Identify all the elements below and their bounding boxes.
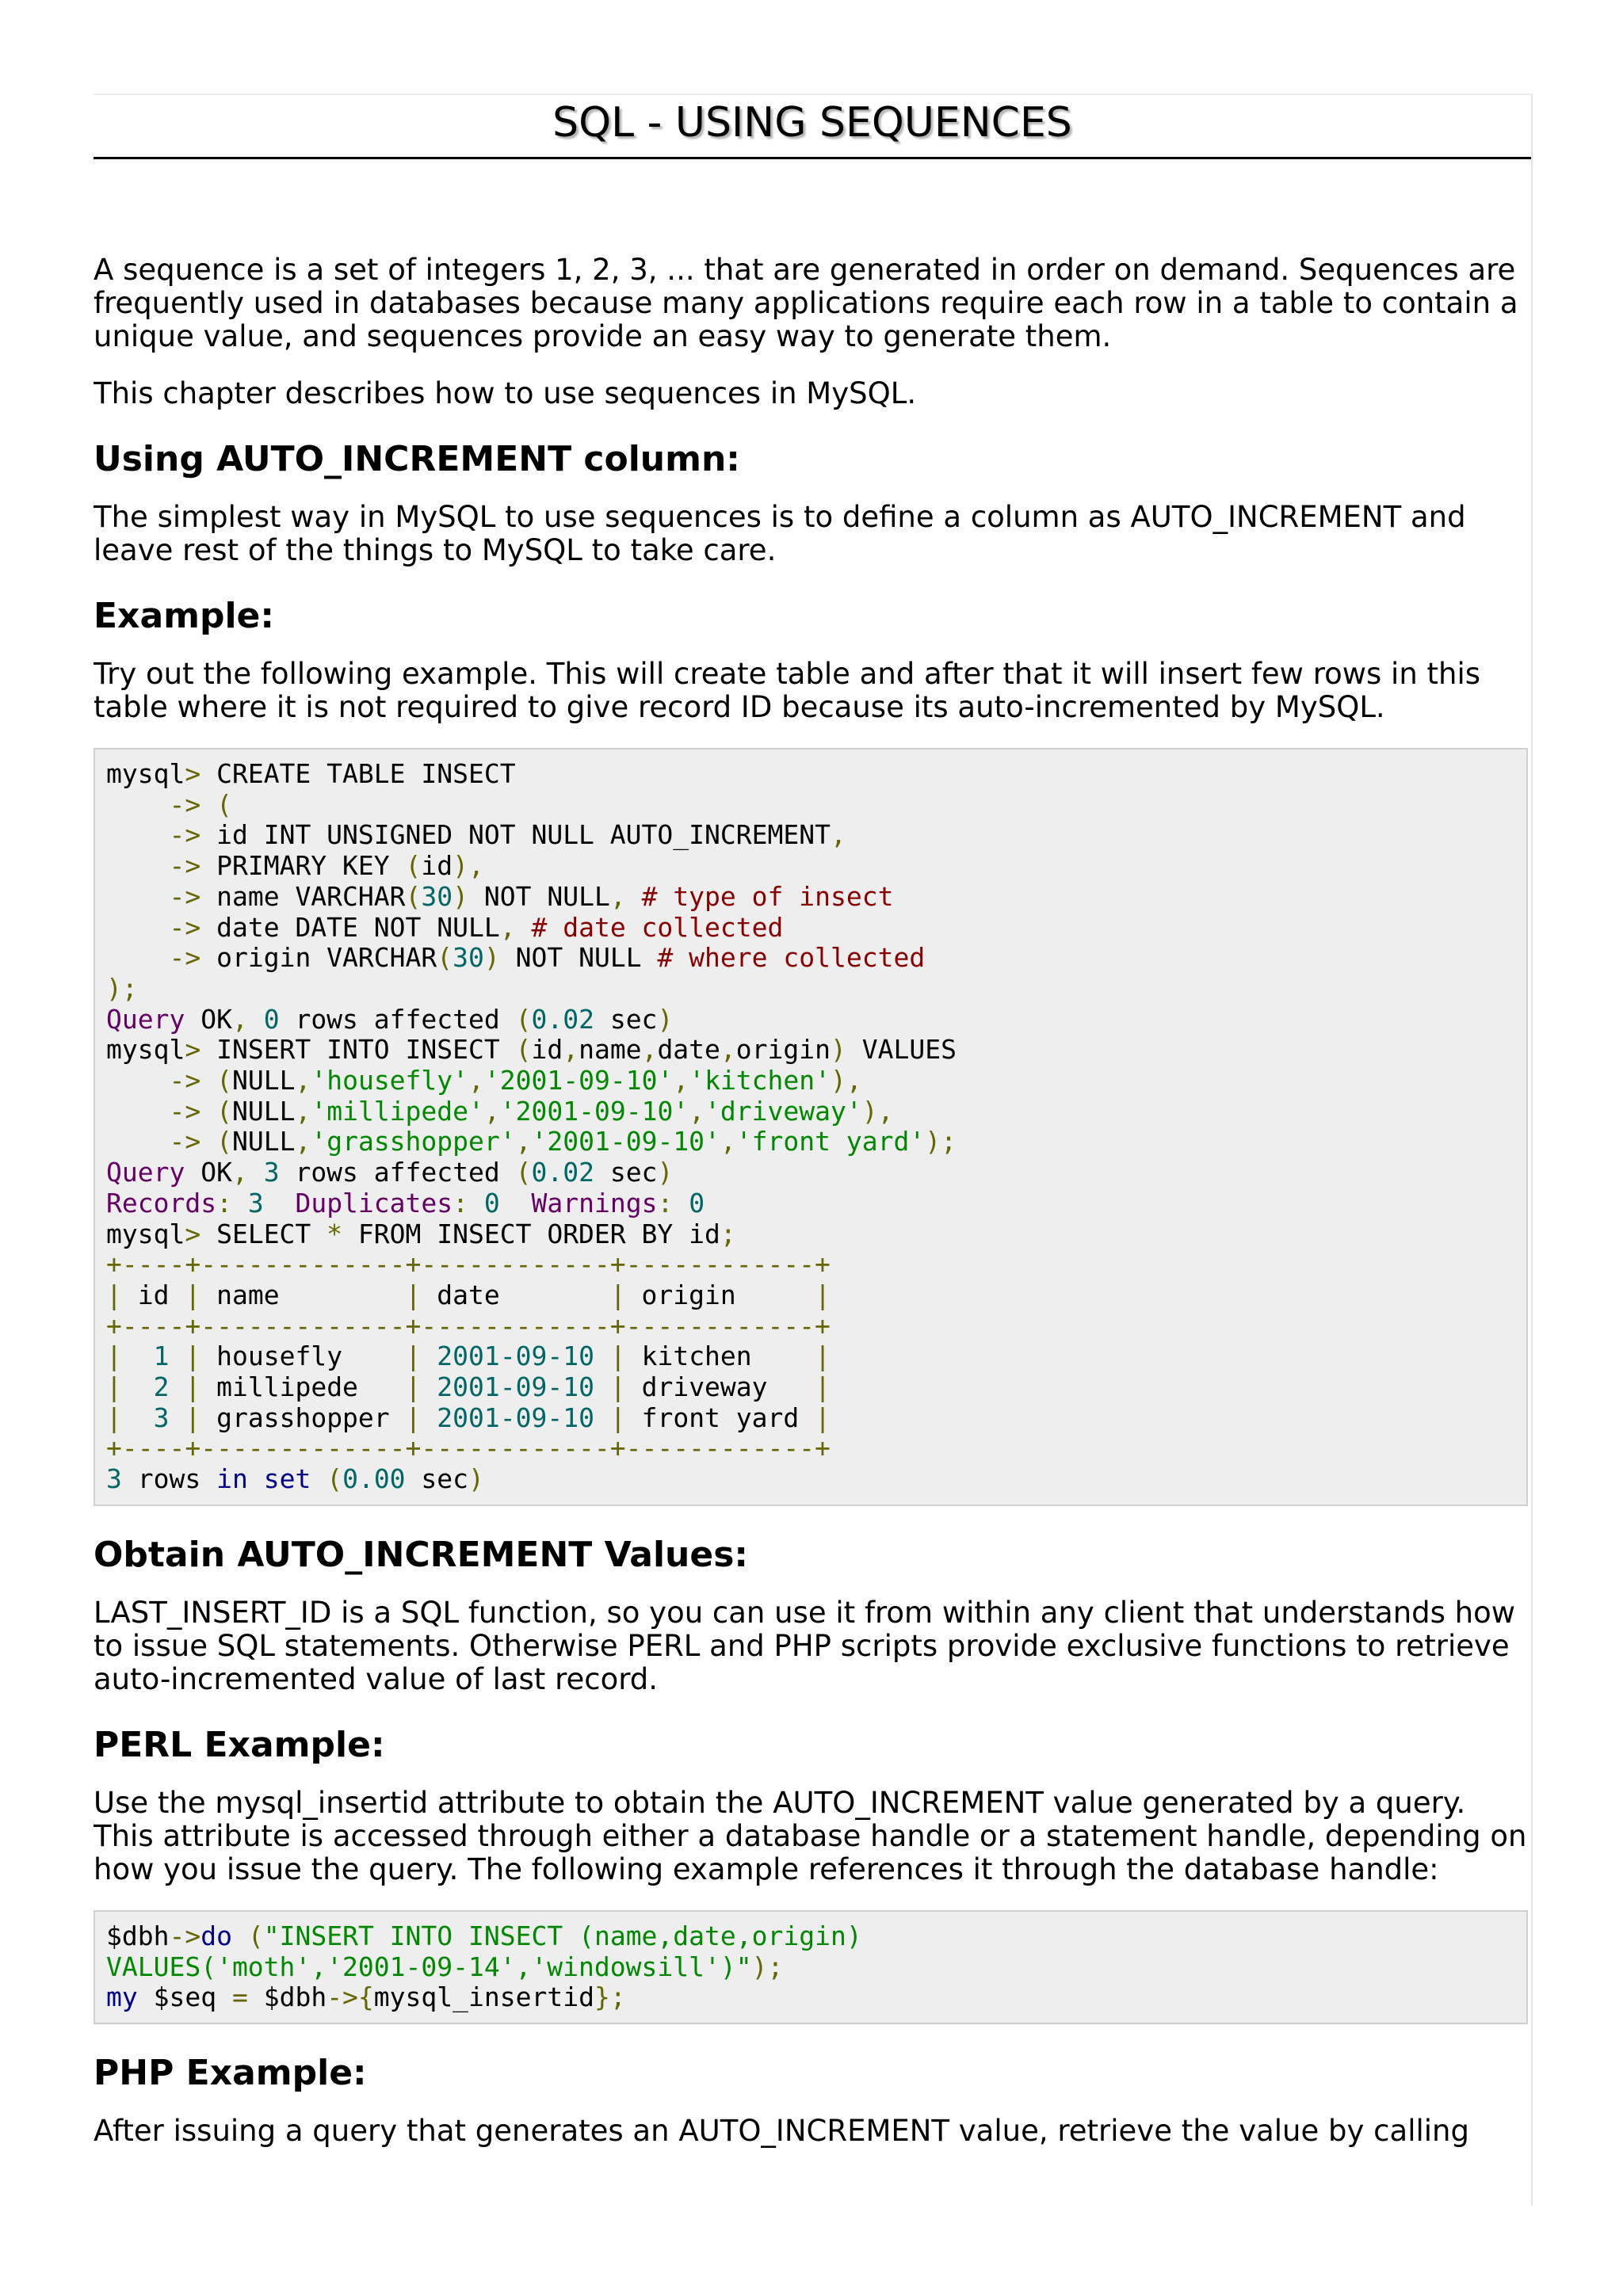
chapter-paragraph: This chapter describes how to use sequences in MySQL. [94,376,917,410]
php-example-paragraph: After issuing a query that generates an AUTO_INCREMENT value, retrieve the value by calling [94,2113,1469,2148]
obtain-values-paragraph: LAST_INSERT_ID is a SQL function, so you can use it from within any client that understands how to issue SQL statements. Otherwise PERL and PHP scripts provide exclusive functions to retrieve auto-incremented value of last record. [94,1595,1516,1696]
auto-increment-paragraph: The simplest way in MySQL to use sequences is to define a column as AUTO_INCREMENT and leave rest of the things to MySQL to take care. [94,500,1466,567]
heading-php-example: PHP Example: [94,2052,367,2093]
heading-obtain-values: Obtain AUTO_INCREMENT Values: [94,1534,748,1575]
perl-code-block: $dbh->do ("INSERT INTO INSECT (name,date,origin) VALUES('moth','2001-09-14','windowsill')"); my $seq = $dbh->{mysql_insertid}; [94,1910,1528,2024]
document-content [94,254,1528,2172]
heading-auto-increment: Using AUTO_INCREMENT column: [94,439,740,479]
example-paragraph: Try out the following example. This will create table and after that it will insert few rows in this table where it is not required to give record ID because its auto-incremented by MySQL. [94,657,1481,724]
perl-example-paragraph: Use the mysql_insertid attribute to obtain the AUTO_INCREMENT value generated by a query. This attribute is accessed through either a database handle or a statement handle, depending on how you issue the query. The following example references it through the database handle: [94,1785,1527,1886]
heading-perl-example: PERL Example: [94,1724,385,1765]
heading-example: Example: [94,596,274,636]
document-page [94,93,1533,2206]
title-bar [94,95,1531,159]
mysql-code-block: mysql> CREATE TABLE INSECT -> ( -> id INT UNSIGNED NOT NULL AUTO_INCREMENT, -> PRIMARY KEY (id), -> name VARCHAR(30) NOT NULL, # type of insect -> date DATE NOT NULL, # date collected -> origin VARCHAR(30) NOT NULL # where collected ); Query OK, 0 rows affected (0.02 sec) mysql> INSERT INTO INSECT (id,name,date,origin) VALUES -> (NULL,'housefly','2001-09-10','kitchen'), -> (NULL,'millipede','2001-09-10','driveway'), -> (NULL,'grasshopper','2001-09-10','front yard'); Query OK, 3 rows affected (0.02 sec) Records: 3 Duplicates: 0 Warnings: 0 mysql> SELECT * FROM INSECT ORDER BY id; +----+-------------+------------+------------+ | id | name | date | origin | +----+-------------+------------+------------+ | 1 | housefly | 2001-09-10 | kitchen | | 2 | millipede | 2001-09-10 | driveway | | 3 | grasshopper | 2001-09-10 | front yard | +----+-------------+------------+------------+ 3 rows in set (0.00 sec) [94,748,1528,1506]
page-title: SQL - USING SEQUENCES [552,99,1072,147]
intro-paragraph: A sequence is a set of integers 1, 2, 3, ... that are generated in order on demand. Sequences are frequently used in databases because many applications require each row in a table to contain a unique value, and sequences provide an easy way to generate them. [94,253,1518,353]
